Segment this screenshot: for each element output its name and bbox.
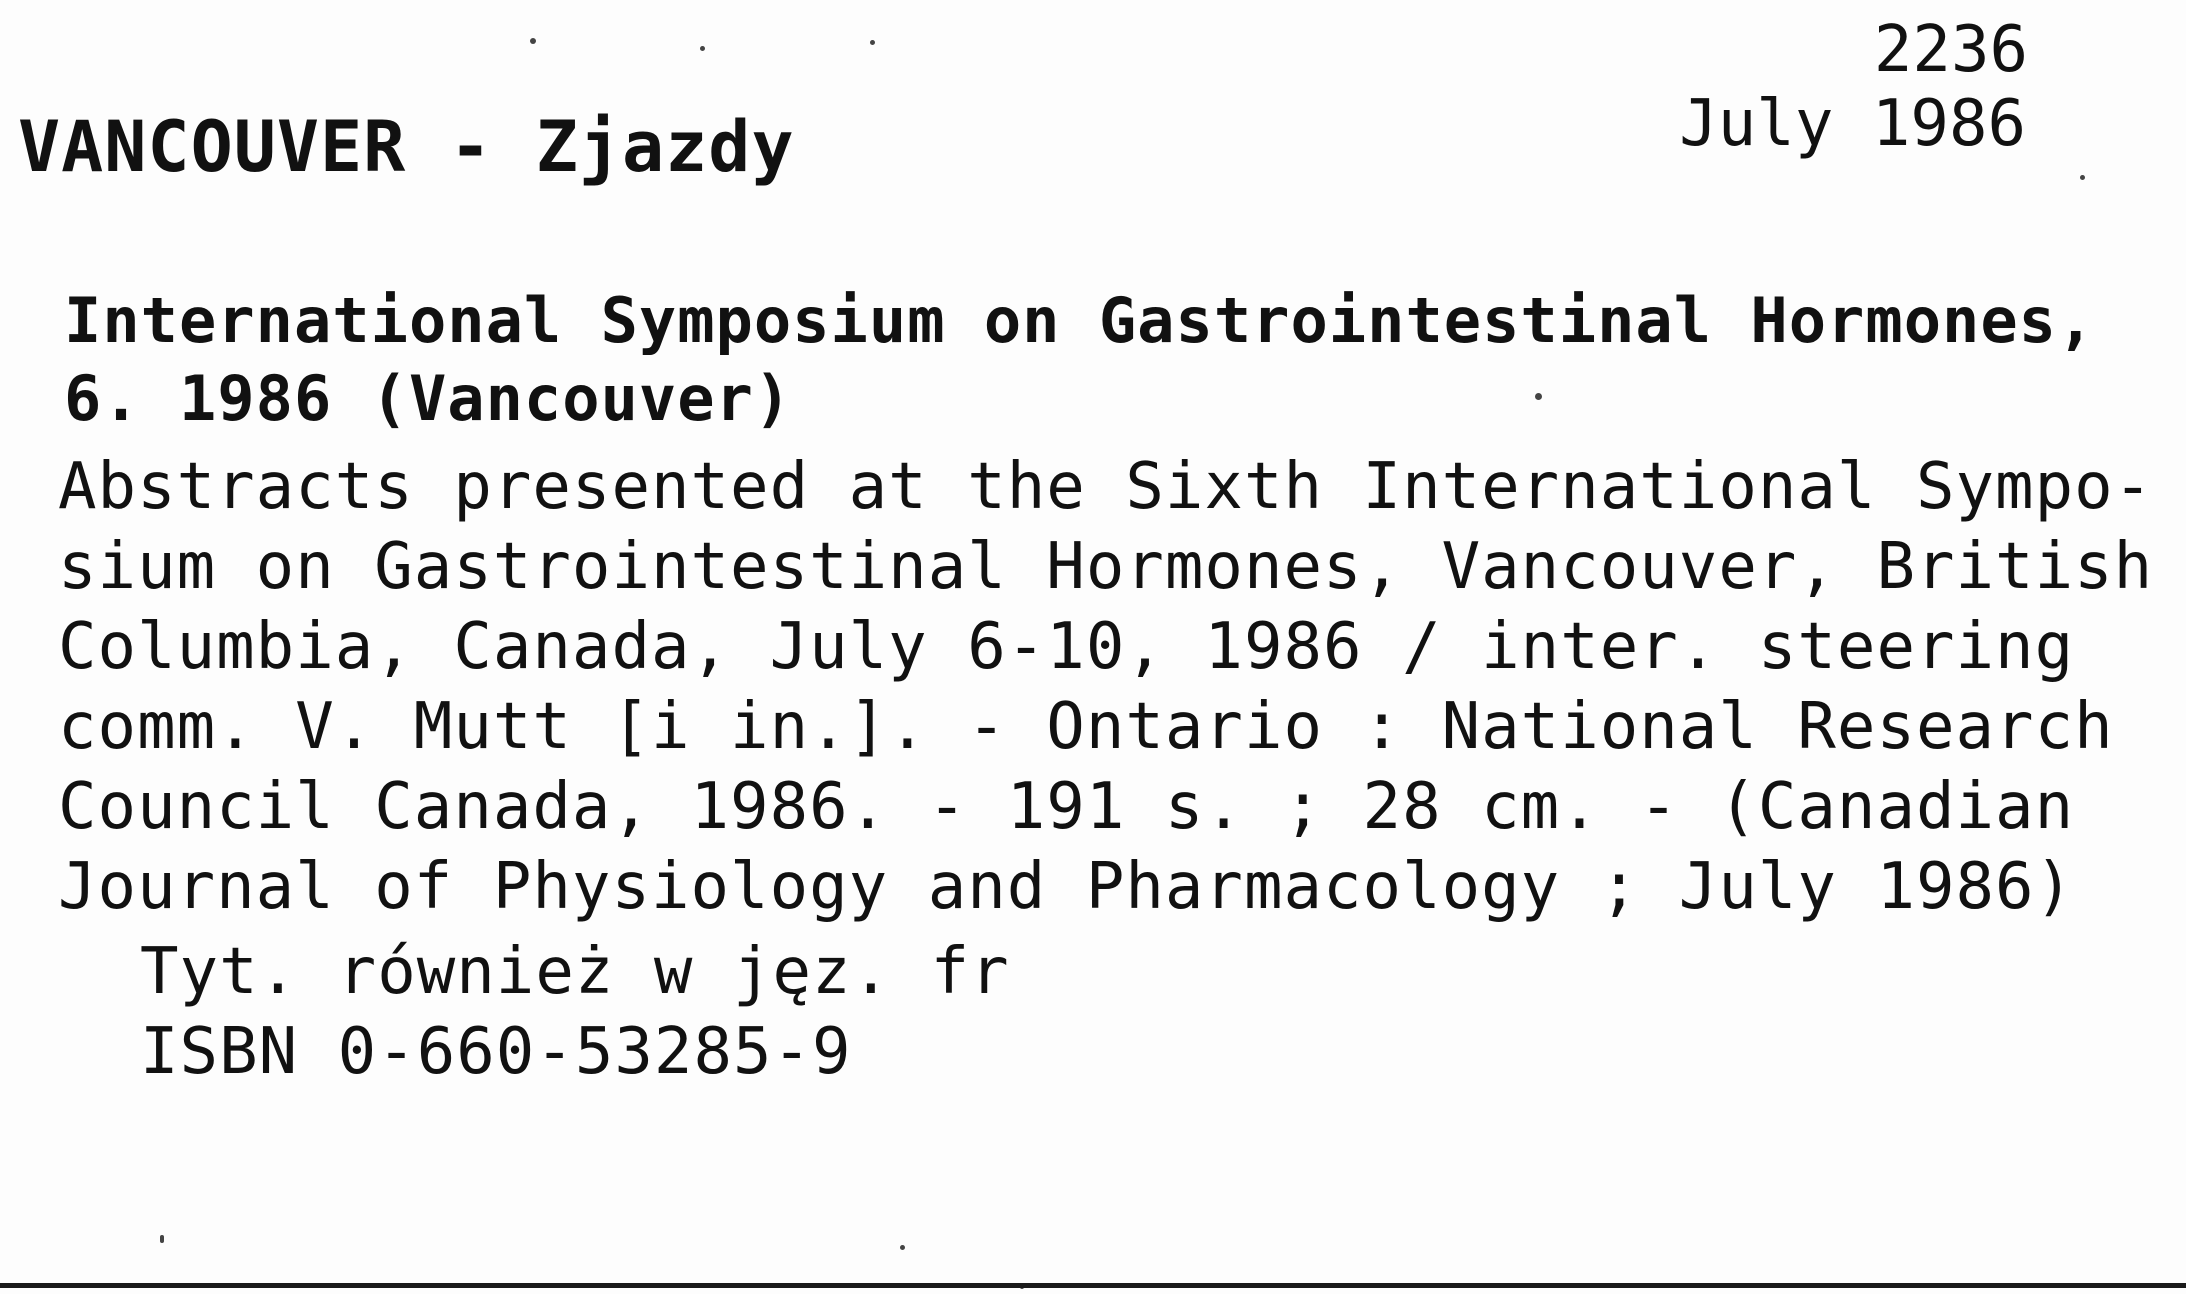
scan-speck: [900, 1245, 905, 1250]
description-line: Abstracts presented at the Sixth International Sympo-: [58, 450, 2154, 524]
main-entry-line: 6. 1986 (Vancouver): [64, 362, 793, 435]
card-bottom-edge: [0, 1283, 2186, 1288]
description-line: Journal of Physiology and Pharmacology ; July 1986): [58, 850, 2075, 924]
scan-speck: [530, 38, 536, 44]
description-line: comm. V. Mutt [i in.]. - Ontario : National Research: [58, 690, 2114, 764]
card-heading: VANCOUVER - Zjazdy: [18, 106, 795, 188]
scan-speck: [870, 40, 875, 45]
accession-number: 2236: [1873, 13, 2028, 87]
scan-speck: [160, 1235, 164, 1243]
main-entry-line: International Symposium on Gastrointestinal Hormones,: [64, 284, 2096, 357]
scan-speck: [1535, 393, 1542, 400]
accession-date: July 1986: [1679, 87, 2026, 161]
scan-speck: [2080, 175, 2085, 180]
note-line: Tyt. również w jęz. fr: [140, 935, 1010, 1009]
scan-speck: [700, 46, 705, 51]
description-line: sium on Gastrointestinal Hormones, Vancouver, British: [58, 530, 2154, 604]
description-line: Council Canada, 1986. - 191 s. ; 28 cm. - (Canadian: [58, 770, 2075, 844]
description-line: Columbia, Canada, July 6-10, 1986 / inter. steering: [58, 610, 2075, 684]
isbn-line: ISBN 0-660-53285-9: [140, 1015, 852, 1089]
